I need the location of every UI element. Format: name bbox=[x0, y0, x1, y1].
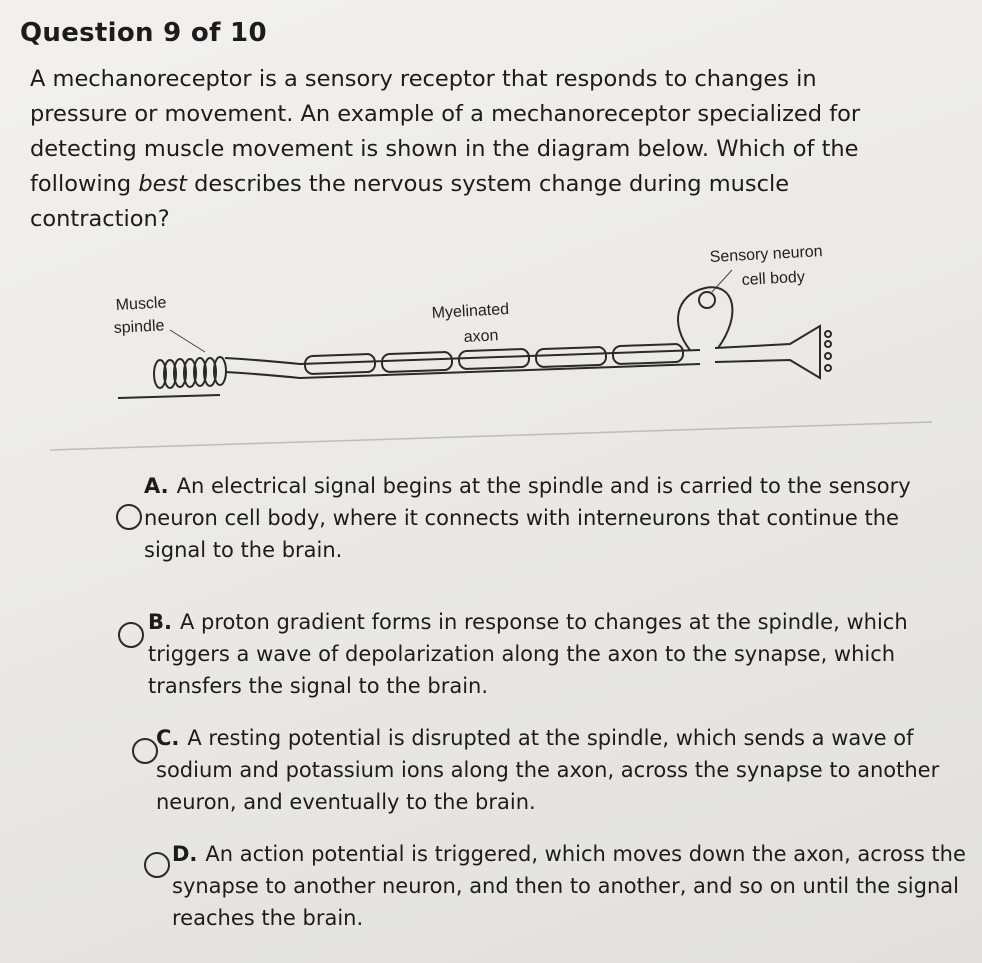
choice-d-text-block bbox=[172, 838, 972, 934]
choice-b-text-block bbox=[148, 606, 948, 702]
mechanoreceptor-diagram bbox=[0, 230, 982, 460]
sensory-neuron-cell-body bbox=[678, 287, 732, 350]
choice-b-text: A proton gradient forms in response to changes at the spindle, which triggers a wave of depolarization along the axon to the synapse, which transfers the signal to the brain. bbox=[148, 610, 908, 698]
axon-terminal bbox=[715, 326, 831, 378]
question-prompt bbox=[30, 62, 910, 237]
radio-a[interactable] bbox=[116, 504, 142, 530]
label-cell-body: cell body bbox=[741, 268, 806, 289]
choice-a-text-block bbox=[144, 470, 944, 566]
spindle-fiber bbox=[118, 395, 220, 398]
radio-d[interactable] bbox=[144, 852, 170, 878]
label-spindle: spindle bbox=[113, 317, 165, 337]
muscle-spindle-coils bbox=[154, 357, 226, 388]
choice-d-text: An action potential is triggered, which moves down the axon, across the synapse to another neuron, and then to another, and so on until the signal reaches the brain. bbox=[172, 842, 966, 930]
radio-b[interactable] bbox=[118, 622, 144, 648]
label-axon: axon bbox=[463, 327, 499, 346]
label-muscle: Muscle bbox=[115, 294, 167, 314]
choice-c-text-block bbox=[156, 722, 956, 818]
choice-c-text: A resting potential is disrupted at the spindle, which sends a wave of sodium and potassium ions along the axon, across the synapse to another neuron, and eventually to the brain. bbox=[156, 726, 940, 814]
prompt-text-2: describes the nervous system change during muscle contraction? bbox=[30, 171, 790, 232]
label-sensory-neuron: Sensory neuron bbox=[709, 243, 824, 266]
choice-d-letter: D. bbox=[172, 842, 198, 866]
choice-a-text: An electrical signal begins at the spindle and is carried to the sensory neuron cell body, where it connects with interneurons that continue the signal to the brain. bbox=[144, 474, 911, 562]
choice-b-letter: B. bbox=[148, 610, 172, 634]
diagram-divider bbox=[50, 422, 932, 450]
prompt-emphasis: best bbox=[138, 171, 187, 197]
radio-c[interactable] bbox=[132, 738, 158, 764]
label-myelinated: Myelinated bbox=[431, 300, 510, 322]
prompt-text-1: A mechanoreceptor is a sensory receptor that responds to changes in pressure or movement. An example of a mechanoreceptor specialized for detecting muscle movement is shown in the diagram below. Which of the following bbox=[30, 66, 861, 197]
choice-a-letter: A. bbox=[144, 474, 169, 498]
question-number: Question 9 of 10 bbox=[20, 18, 267, 48]
choice-c-letter: C. bbox=[156, 726, 180, 750]
pointer-line-muscle bbox=[170, 330, 205, 352]
myelinated-axon bbox=[225, 344, 700, 378]
